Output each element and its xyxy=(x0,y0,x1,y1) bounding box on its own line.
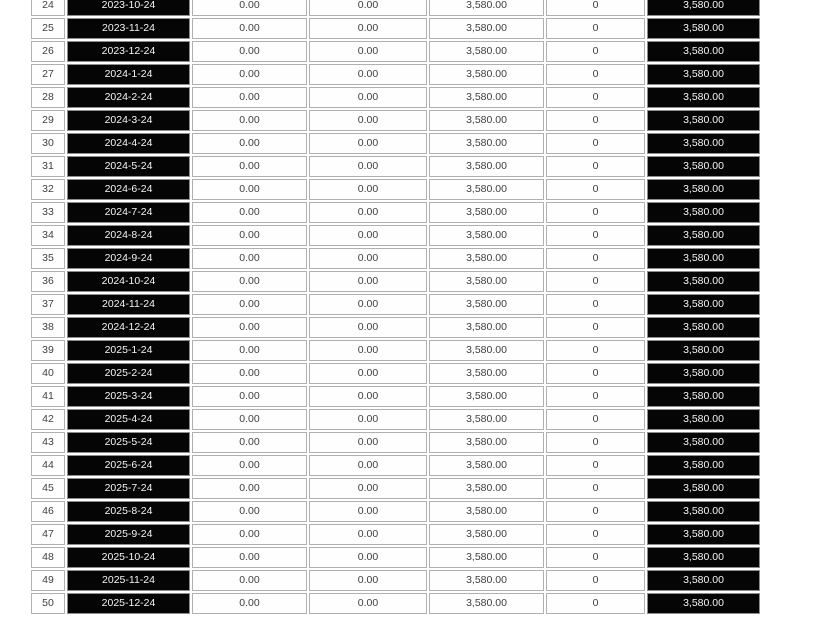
table-row xyxy=(31,547,760,568)
value-cell: 0.00 xyxy=(309,271,427,292)
payment-cell: 3,580.00 xyxy=(429,501,544,522)
schedule-table-body xyxy=(31,0,760,614)
table-row xyxy=(31,202,760,223)
payment-cell: 3,580.00 xyxy=(429,248,544,269)
date-cell: 2025-12-24 xyxy=(67,593,190,614)
balance-cell: 3,580.00 xyxy=(647,179,760,200)
table-row xyxy=(31,110,760,131)
row-number-cell: 43 xyxy=(31,432,65,453)
value-cell: 0.00 xyxy=(309,455,427,476)
balance-cell: 3,580.00 xyxy=(647,294,760,315)
row-number-cell: 44 xyxy=(31,455,65,476)
value-cell: 0.00 xyxy=(309,432,427,453)
value-cell: 0.00 xyxy=(309,294,427,315)
value-cell: 0 xyxy=(546,41,645,62)
row-number-cell: 32 xyxy=(31,179,65,200)
date-cell: 2025-4-24 xyxy=(67,409,190,430)
value-cell: 0 xyxy=(546,340,645,361)
table-row xyxy=(31,363,760,384)
date-cell: 2024-5-24 xyxy=(67,156,190,177)
date-cell: 2025-9-24 xyxy=(67,524,190,545)
value-cell: 0.00 xyxy=(309,0,427,16)
row-number-cell: 45 xyxy=(31,478,65,499)
payment-cell: 3,580.00 xyxy=(429,294,544,315)
value-cell: 0.00 xyxy=(309,110,427,131)
payment-cell: 3,580.00 xyxy=(429,363,544,384)
row-number-cell: 41 xyxy=(31,386,65,407)
payment-cell: 3,580.00 xyxy=(429,225,544,246)
value-cell: 0.00 xyxy=(309,501,427,522)
balance-cell: 3,580.00 xyxy=(647,248,760,269)
row-number-cell: 27 xyxy=(31,64,65,85)
table-row xyxy=(31,18,760,39)
value-cell: 0.00 xyxy=(192,432,307,453)
payment-cell: 3,580.00 xyxy=(429,386,544,407)
date-cell: 2023-12-24 xyxy=(67,41,190,62)
payment-schedule-table xyxy=(29,0,762,616)
value-cell: 0.00 xyxy=(192,478,307,499)
value-cell: 0.00 xyxy=(192,455,307,476)
value-cell: 0.00 xyxy=(192,156,307,177)
table-row xyxy=(31,87,760,108)
date-cell: 2024-11-24 xyxy=(67,294,190,315)
value-cell: 0.00 xyxy=(192,409,307,430)
balance-cell: 3,580.00 xyxy=(647,524,760,545)
balance-cell: 3,580.00 xyxy=(647,455,760,476)
date-cell: 2024-4-24 xyxy=(67,133,190,154)
row-number-cell: 42 xyxy=(31,409,65,430)
value-cell: 0.00 xyxy=(192,41,307,62)
value-cell: 0.00 xyxy=(192,294,307,315)
table-row xyxy=(31,570,760,591)
balance-cell: 3,580.00 xyxy=(647,41,760,62)
value-cell: 0.00 xyxy=(309,317,427,338)
date-cell: 2024-2-24 xyxy=(67,87,190,108)
value-cell: 0.00 xyxy=(309,156,427,177)
value-cell: 0 xyxy=(546,363,645,384)
table-row xyxy=(31,41,760,62)
payment-cell: 3,580.00 xyxy=(429,317,544,338)
table-row xyxy=(31,455,760,476)
value-cell: 0 xyxy=(546,202,645,223)
row-number-cell: 36 xyxy=(31,271,65,292)
payment-cell: 3,580.00 xyxy=(429,409,544,430)
row-number-cell: 31 xyxy=(31,156,65,177)
value-cell: 0.00 xyxy=(309,225,427,246)
value-cell: 0.00 xyxy=(309,593,427,614)
value-cell: 0.00 xyxy=(192,317,307,338)
balance-cell: 3,580.00 xyxy=(647,202,760,223)
value-cell: 0 xyxy=(546,18,645,39)
value-cell: 0 xyxy=(546,386,645,407)
value-cell: 0 xyxy=(546,455,645,476)
balance-cell: 3,580.00 xyxy=(647,156,760,177)
value-cell: 0.00 xyxy=(192,110,307,131)
payment-cell: 3,580.00 xyxy=(429,64,544,85)
value-cell: 0 xyxy=(546,593,645,614)
balance-cell: 3,580.00 xyxy=(647,271,760,292)
value-cell: 0.00 xyxy=(192,386,307,407)
payment-cell: 3,580.00 xyxy=(429,271,544,292)
value-cell: 0.00 xyxy=(192,0,307,16)
value-cell: 0.00 xyxy=(309,570,427,591)
value-cell: 0.00 xyxy=(192,202,307,223)
table-row xyxy=(31,340,760,361)
balance-cell: 3,580.00 xyxy=(647,478,760,499)
value-cell: 0.00 xyxy=(309,547,427,568)
balance-cell: 3,580.00 xyxy=(647,409,760,430)
table-row xyxy=(31,0,760,16)
value-cell: 0.00 xyxy=(192,133,307,154)
value-cell: 0.00 xyxy=(309,363,427,384)
table-row xyxy=(31,271,760,292)
value-cell: 0.00 xyxy=(309,179,427,200)
value-cell: 0.00 xyxy=(192,18,307,39)
value-cell: 0.00 xyxy=(309,340,427,361)
table-row xyxy=(31,524,760,545)
payment-cell: 3,580.00 xyxy=(429,340,544,361)
date-cell: 2024-1-24 xyxy=(67,64,190,85)
row-number-cell: 33 xyxy=(31,202,65,223)
date-cell: 2024-6-24 xyxy=(67,179,190,200)
value-cell: 0 xyxy=(546,409,645,430)
value-cell: 0.00 xyxy=(309,386,427,407)
payment-cell: 3,580.00 xyxy=(429,570,544,591)
date-cell: 2024-9-24 xyxy=(67,248,190,269)
value-cell: 0.00 xyxy=(309,41,427,62)
value-cell: 0.00 xyxy=(192,340,307,361)
row-number-cell: 38 xyxy=(31,317,65,338)
value-cell: 0.00 xyxy=(192,547,307,568)
value-cell: 0 xyxy=(546,432,645,453)
balance-cell: 3,580.00 xyxy=(647,64,760,85)
date-cell: 2025-8-24 xyxy=(67,501,190,522)
payment-cell: 3,580.00 xyxy=(429,455,544,476)
table-row xyxy=(31,225,760,246)
value-cell: 0.00 xyxy=(192,593,307,614)
date-cell: 2025-7-24 xyxy=(67,478,190,499)
payment-cell: 3,580.00 xyxy=(429,110,544,131)
balance-cell: 3,580.00 xyxy=(647,340,760,361)
date-cell: 2024-12-24 xyxy=(67,317,190,338)
value-cell: 0.00 xyxy=(192,271,307,292)
value-cell: 0.00 xyxy=(192,524,307,545)
value-cell: 0.00 xyxy=(192,363,307,384)
value-cell: 0.00 xyxy=(192,570,307,591)
payment-cell: 3,580.00 xyxy=(429,202,544,223)
value-cell: 0 xyxy=(546,87,645,108)
balance-cell: 3,580.00 xyxy=(647,0,760,16)
value-cell: 0 xyxy=(546,110,645,131)
date-cell: 2025-2-24 xyxy=(67,363,190,384)
row-number-cell: 24 xyxy=(31,0,65,16)
balance-cell: 3,580.00 xyxy=(647,363,760,384)
date-cell: 2024-10-24 xyxy=(67,271,190,292)
table-row xyxy=(31,478,760,499)
value-cell: 0.00 xyxy=(309,202,427,223)
value-cell: 0.00 xyxy=(192,248,307,269)
row-number-cell: 37 xyxy=(31,294,65,315)
value-cell: 0 xyxy=(546,133,645,154)
table-row xyxy=(31,156,760,177)
row-number-cell: 29 xyxy=(31,110,65,131)
value-cell: 0 xyxy=(546,64,645,85)
row-number-cell: 35 xyxy=(31,248,65,269)
date-cell: 2024-8-24 xyxy=(67,225,190,246)
payment-cell: 3,580.00 xyxy=(429,179,544,200)
row-number-cell: 39 xyxy=(31,340,65,361)
date-cell: 2025-6-24 xyxy=(67,455,190,476)
row-number-cell: 25 xyxy=(31,18,65,39)
payment-cell: 3,580.00 xyxy=(429,133,544,154)
value-cell: 0 xyxy=(546,248,645,269)
value-cell: 0 xyxy=(546,524,645,545)
value-cell: 0.00 xyxy=(309,18,427,39)
payment-cell: 3,580.00 xyxy=(429,432,544,453)
date-cell: 2025-11-24 xyxy=(67,570,190,591)
balance-cell: 3,580.00 xyxy=(647,593,760,614)
balance-cell: 3,580.00 xyxy=(647,87,760,108)
table-row xyxy=(31,409,760,430)
payment-cell: 3,580.00 xyxy=(429,41,544,62)
value-cell: 0.00 xyxy=(309,409,427,430)
balance-cell: 3,580.00 xyxy=(647,570,760,591)
row-number-cell: 48 xyxy=(31,547,65,568)
payment-cell: 3,580.00 xyxy=(429,593,544,614)
balance-cell: 3,580.00 xyxy=(647,110,760,131)
value-cell: 0.00 xyxy=(309,248,427,269)
table-row xyxy=(31,432,760,453)
value-cell: 0.00 xyxy=(192,179,307,200)
table-row xyxy=(31,294,760,315)
value-cell: 0 xyxy=(546,0,645,16)
value-cell: 0 xyxy=(546,294,645,315)
payment-cell: 3,580.00 xyxy=(429,18,544,39)
table-row xyxy=(31,248,760,269)
balance-cell: 3,580.00 xyxy=(647,317,760,338)
table-row xyxy=(31,133,760,154)
value-cell: 0.00 xyxy=(309,64,427,85)
value-cell: 0.00 xyxy=(192,64,307,85)
value-cell: 0 xyxy=(546,179,645,200)
value-cell: 0.00 xyxy=(192,225,307,246)
table-row xyxy=(31,179,760,200)
row-number-cell: 28 xyxy=(31,87,65,108)
value-cell: 0 xyxy=(546,225,645,246)
date-cell: 2025-1-24 xyxy=(67,340,190,361)
balance-cell: 3,580.00 xyxy=(647,432,760,453)
row-number-cell: 50 xyxy=(31,593,65,614)
row-number-cell: 49 xyxy=(31,570,65,591)
value-cell: 0.00 xyxy=(309,133,427,154)
date-cell: 2023-11-24 xyxy=(67,18,190,39)
value-cell: 0 xyxy=(546,156,645,177)
table-row xyxy=(31,386,760,407)
value-cell: 0 xyxy=(546,317,645,338)
row-number-cell: 26 xyxy=(31,41,65,62)
date-cell: 2024-3-24 xyxy=(67,110,190,131)
balance-cell: 3,580.00 xyxy=(647,501,760,522)
payment-cell: 3,580.00 xyxy=(429,156,544,177)
value-cell: 0.00 xyxy=(309,87,427,108)
value-cell: 0 xyxy=(546,478,645,499)
balance-cell: 3,580.00 xyxy=(647,225,760,246)
payment-cell: 3,580.00 xyxy=(429,478,544,499)
value-cell: 0 xyxy=(546,271,645,292)
value-cell: 0.00 xyxy=(192,501,307,522)
balance-cell: 3,580.00 xyxy=(647,547,760,568)
value-cell: 0 xyxy=(546,547,645,568)
row-number-cell: 30 xyxy=(31,133,65,154)
table-row xyxy=(31,501,760,522)
row-number-cell: 47 xyxy=(31,524,65,545)
balance-cell: 3,580.00 xyxy=(647,386,760,407)
payment-cell: 3,580.00 xyxy=(429,87,544,108)
value-cell: 0.00 xyxy=(192,87,307,108)
date-cell: 2025-5-24 xyxy=(67,432,190,453)
table-row xyxy=(31,593,760,614)
table-row xyxy=(31,317,760,338)
row-number-cell: 40 xyxy=(31,363,65,384)
date-cell: 2024-7-24 xyxy=(67,202,190,223)
payment-cell: 3,580.00 xyxy=(429,524,544,545)
table-row xyxy=(31,64,760,85)
value-cell: 0 xyxy=(546,570,645,591)
row-number-cell: 34 xyxy=(31,225,65,246)
date-cell: 2023-10-24 xyxy=(67,0,190,16)
value-cell: 0.00 xyxy=(309,524,427,545)
balance-cell: 3,580.00 xyxy=(647,133,760,154)
payment-cell: 3,580.00 xyxy=(429,547,544,568)
date-cell: 2025-10-24 xyxy=(67,547,190,568)
payment-cell: 3,580.00 xyxy=(429,0,544,16)
date-cell: 2025-3-24 xyxy=(67,386,190,407)
value-cell: 0 xyxy=(546,501,645,522)
row-number-cell: 46 xyxy=(31,501,65,522)
value-cell: 0.00 xyxy=(309,478,427,499)
balance-cell: 3,580.00 xyxy=(647,18,760,39)
